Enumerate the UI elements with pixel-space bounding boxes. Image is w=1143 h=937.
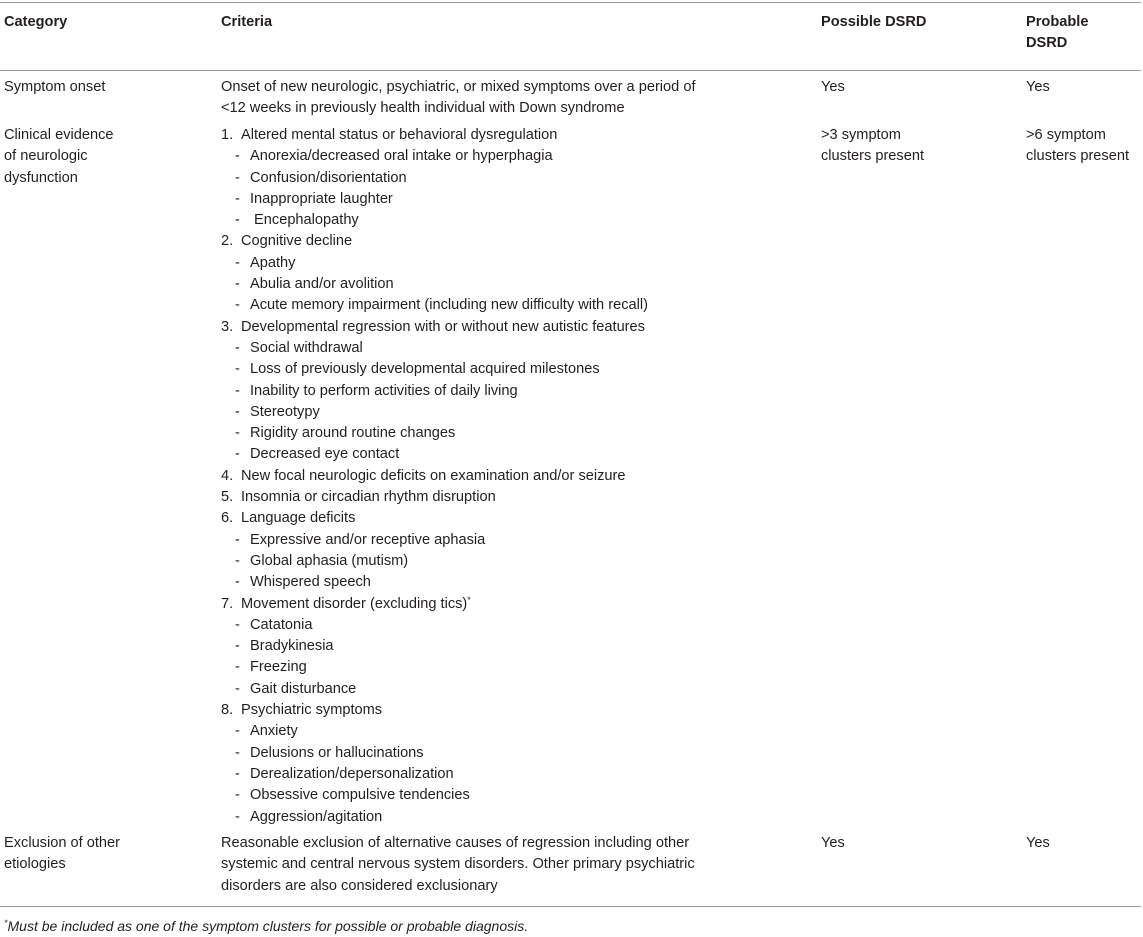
symptom-text: Anxiety	[250, 723, 298, 740]
symptom-text: Confusion/disorientation	[250, 169, 407, 186]
cluster-title: Movement disorder (excluding tics)	[241, 595, 468, 612]
cluster-symptom	[221, 189, 801, 210]
symptom-text: Delusions or hallucinations	[250, 744, 424, 761]
symptom-text: Anorexia/decreased oral intake or hyperphagia	[250, 148, 553, 165]
dash-bullet-icon: -	[235, 339, 240, 356]
dash-bullet-icon: -	[235, 680, 240, 697]
header-category: Category	[4, 14, 68, 30]
cluster-title: Language deficits	[241, 510, 356, 527]
probable-value: Yes	[1026, 835, 1050, 851]
dash-bullet-icon: -	[235, 361, 240, 378]
cluster-symptom	[221, 807, 801, 828]
cluster-symptom	[221, 274, 801, 295]
cluster-title: Developmental regression with or without new autistic features	[241, 318, 645, 335]
dash-bullet-icon: -	[235, 531, 240, 548]
cluster-heading	[221, 317, 801, 338]
dash-bullet-icon: -	[235, 723, 240, 740]
symptom-text: Gait disturbance	[250, 680, 357, 697]
cell-probable	[1026, 77, 1141, 98]
dash-bullet-icon: -	[235, 254, 240, 271]
dash-bullet-icon: -	[235, 574, 240, 591]
dash-bullet-icon: -	[235, 212, 240, 229]
dash-bullet-icon: -	[235, 616, 240, 633]
cluster-number: 4.	[221, 467, 234, 484]
cell-possible	[821, 77, 1001, 98]
symptom-text: Whispered speech	[250, 574, 371, 591]
cluster-number: 5.	[221, 489, 234, 506]
footnote-marker: *	[4, 918, 8, 928]
cluster-heading	[221, 700, 801, 721]
dash-bullet-icon: -	[235, 638, 240, 655]
footnote-text: Must be included as one of the symptom clusters for possible or probable diagnosis.	[7, 918, 529, 934]
symptom-text: Catatonia	[250, 616, 313, 633]
cluster-symptom	[221, 572, 801, 593]
cluster-symptom	[221, 636, 801, 657]
cell-possible	[821, 833, 1001, 854]
probable-value: clusters present	[1026, 148, 1130, 165]
cluster-number: 8.	[221, 702, 234, 719]
header-bottom-rule	[0, 70, 1141, 71]
symptom-text: Freezing	[250, 659, 307, 676]
cluster-symptom	[221, 295, 801, 316]
possible-value: >3 symptom	[821, 127, 901, 143]
cluster-heading	[221, 508, 801, 529]
category-line: Symptom onset	[4, 79, 106, 95]
dash-bullet-icon: -	[235, 425, 240, 442]
cluster-title: Cognitive decline	[241, 233, 353, 250]
symptom-text: Stereotypy	[250, 403, 320, 420]
header-possible-dsrd: Possible DSRD	[821, 14, 927, 30]
table-header	[0, 0, 1143, 70]
cluster-symptom	[221, 657, 801, 678]
cluster-title: New focal neurologic deficits on examination and/or seizure	[241, 467, 626, 484]
cluster-number: 2.	[221, 233, 234, 250]
probable-value: >6 symptom	[1026, 127, 1106, 143]
cluster-heading	[221, 466, 801, 487]
cluster-symptom	[221, 359, 801, 380]
category-line: of neurologic	[4, 148, 88, 165]
cell-category	[4, 833, 204, 876]
symptom-text: Derealization/depersonalization	[250, 765, 454, 782]
header-probable-line: Probable	[1026, 14, 1089, 30]
symptom-text: Loss of previously developmental acquired milestones	[250, 361, 600, 378]
dash-bullet-icon: -	[235, 148, 240, 165]
cluster-symptom	[221, 721, 801, 742]
category-line: dysfunction	[4, 169, 78, 186]
dash-bullet-icon: -	[235, 403, 240, 420]
dash-bullet-icon: -	[235, 190, 240, 207]
dash-bullet-icon: -	[235, 744, 240, 761]
cell-possible	[821, 125, 1001, 168]
possible-value: Yes	[821, 79, 845, 95]
cluster-heading	[221, 231, 801, 252]
cluster-symptom	[221, 338, 801, 359]
cluster-heading	[221, 487, 801, 508]
criteria-line: disorders are also considered exclusionary	[221, 877, 498, 894]
criteria-line: Reasonable exclusion of alternative causes of regression including other	[221, 835, 690, 851]
cluster-heading	[221, 125, 801, 146]
dash-bullet-icon: -	[235, 765, 240, 782]
symptom-text: Inability to perform activities of daily living	[250, 382, 518, 399]
dash-bullet-icon: -	[235, 446, 240, 463]
cluster-symptom	[221, 423, 801, 444]
header-probable-dsrd	[1026, 12, 1141, 55]
symptom-text: Bradykinesia	[250, 638, 334, 655]
symptom-text: Aggression/agitation	[250, 808, 383, 825]
symptom-text: Social withdrawal	[250, 339, 363, 356]
table-footnote	[4, 917, 528, 935]
criteria-line: <12 weeks in previously health individual with Down syndrome	[221, 100, 625, 117]
symptom-text: Abulia and/or avolition	[250, 276, 394, 293]
cluster-symptom	[221, 785, 801, 806]
category-line: etiologies	[4, 856, 66, 873]
category-line: Exclusion of other	[4, 835, 121, 851]
cluster-symptom	[221, 743, 801, 764]
cluster-heading	[221, 594, 801, 615]
cluster-symptom	[221, 253, 801, 274]
cluster-title: Altered mental status or behavioral dysregulation	[241, 127, 558, 143]
symptom-text: Apathy	[250, 254, 296, 271]
symptom-text: Decreased eye contact	[250, 446, 400, 463]
probable-value: Yes	[1026, 79, 1050, 95]
cell-criteria	[221, 77, 801, 120]
symptom-text: Inappropriate laughter	[250, 190, 393, 207]
cluster-symptom	[221, 381, 801, 402]
dash-bullet-icon: -	[235, 552, 240, 569]
dash-bullet-icon: -	[235, 297, 240, 314]
cell-criteria-clusters	[221, 125, 801, 828]
cluster-symptom	[221, 402, 801, 423]
possible-value: clusters present	[821, 148, 925, 165]
criteria-line: systemic and central nervous system disorders. Other primary psychiatric	[221, 856, 695, 873]
cell-probable	[1026, 833, 1141, 854]
dash-bullet-icon: -	[235, 787, 240, 804]
cluster-symptom	[221, 764, 801, 785]
cluster-symptom	[221, 615, 801, 636]
footnote-marker: *	[467, 594, 471, 605]
dash-bullet-icon: -	[235, 382, 240, 399]
symptom-text: Rigidity around routine changes	[250, 425, 456, 442]
dash-bullet-icon: -	[235, 659, 240, 676]
symptom-text: Acute memory impairment (including new difficulty with recall)	[250, 297, 648, 314]
cluster-number: 1.	[221, 127, 234, 143]
cluster-number: 6.	[221, 510, 234, 527]
cell-criteria	[221, 833, 801, 897]
symptom-text: Global aphasia (mutism)	[250, 552, 409, 569]
table-bottom-rule	[0, 906, 1141, 907]
header-probable-line: DSRD	[1026, 35, 1068, 52]
cluster-symptom	[221, 444, 801, 465]
cluster-number: 3.	[221, 318, 234, 335]
symptom-text: Encephalopathy	[250, 212, 359, 229]
cluster-symptom	[221, 530, 801, 551]
cluster-symptom	[221, 551, 801, 572]
dash-bullet-icon: -	[235, 169, 240, 186]
dash-bullet-icon: -	[235, 276, 240, 293]
cluster-number: 7.	[221, 595, 234, 612]
possible-value: Yes	[821, 835, 845, 851]
cluster-symptom	[221, 168, 801, 189]
cluster-title: Insomnia or circadian rhythm disruption	[241, 489, 496, 506]
cell-probable	[1026, 125, 1141, 168]
symptom-text: Obsessive compulsive tendencies	[250, 787, 470, 804]
symptom-text: Expressive and/or receptive aphasia	[250, 531, 486, 548]
cluster-title: Psychiatric symptoms	[241, 702, 383, 719]
cell-category	[4, 125, 204, 189]
cell-category	[4, 77, 204, 98]
criteria-line: Onset of new neurologic, psychiatric, or mixed symptoms over a period of	[221, 79, 696, 95]
dash-bullet-icon: -	[235, 808, 240, 825]
cluster-symptom	[221, 210, 801, 231]
category-line: Clinical evidence	[4, 127, 114, 143]
header-criteria: Criteria	[221, 14, 273, 30]
cluster-symptom	[221, 146, 801, 167]
cluster-symptom	[221, 679, 801, 700]
